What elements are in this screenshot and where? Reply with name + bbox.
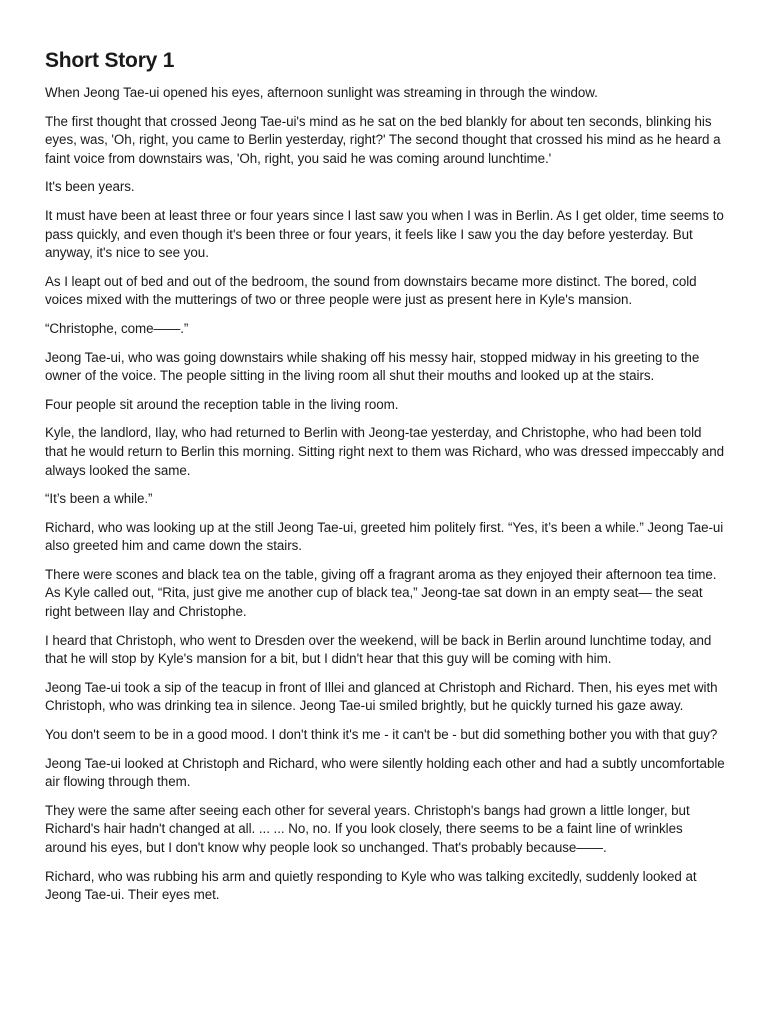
paragraph: “It’s been a while.” [45, 491, 153, 507]
paragraph: It must have been at least three or four years since I last saw you when I was in Berlin. As I get older, time seems to pass quickly, and even though it's been three or four years, it feels like I saw you the day before yesterday. But anyway, it's nice to see you. [45, 207, 724, 261]
paragraph: Jeong Tae-ui looked at Christoph and Richard, who were silently holding each other and had a subtly uncomfortable air flowing through them. [45, 755, 725, 790]
paragraph: I heard that Christoph, who went to Dresden over the weekend, will be back in Berlin around lunchtime today, and that he will stop by Kyle's mansion for a bit, but I didn't hear that this guy will be coming with him. [45, 632, 712, 667]
paragraph: They were the same after seeing each other for several years. Christoph's bangs had grown a little longer, but Richard's hair hadn't changed at all. ... ... No, no. If you look closely, there seems to be a faint line of wrinkles around his eyes, but I don't know why people look so unchanged. That's probably because——. [45, 802, 690, 855]
story-title: Short Story 1 [45, 49, 175, 72]
paragraph: You don't seem to be in a good mood. I don't think it's me - it can't be - but did something bother you with that guy? [45, 727, 718, 743]
paragraph: As I leapt out of bed and out of the bedroom, the sound from downstairs became more distinct. The bored, cold voices mixed with the mutterings of two or three people were just as present here in Kyle's mansion. [45, 273, 697, 308]
paragraph: Kyle, the landlord, Ilay, who had returned to Berlin with Jeong-tae yesterday, and Christophe, who had been told that he would return to Berlin this morning. Sitting right next to them was Richard, who was dressed impeccably and always looked the same. [45, 425, 724, 478]
paragraph: There were scones and black tea on the table, giving off a fragrant aroma as they enjoyed their afternoon tea time. As Kyle called out, “Rita, just give me another cup of black tea,” Jeong-tae sat down in an empty seat— the seat right between Ilay and Christophe. [45, 566, 717, 620]
paragraph: “Christophe, come——.” [45, 320, 189, 336]
paragraph: Jeong Tae-ui, who was going downstairs while shaking off his messy hair, stopped midway in his greeting to the owner of the voice. The people sitting in the living room all shut their mouths and looked up at the stairs. [45, 349, 700, 384]
paragraph: When Jeong Tae-ui opened his eyes, afternoon sunlight was streaming in through the window. [45, 85, 598, 100]
paragraph: It's been years. [45, 179, 135, 195]
paragraph: Richard, who was looking up at the still Jeong Tae-ui, greeted him politely first. “Yes, it’s been a while.” Jeong Tae-ui also greeted him and came down the stairs. [45, 519, 724, 554]
paragraph: The first thought that crossed Jeong Tae-ui's mind as he sat on the bed blankly for about ten seconds, blinking his eyes, was, 'Oh, right, you came to Berlin yesterday, right?' The second thought that crossed his mind as he heard a faint voice from downstairs was, 'Oh, right, you said he was coming around lunchtime.' [45, 113, 721, 166]
paragraph: Jeong Tae-ui took a sip of the teacup in front of Illei and glanced at Christoph and Richard. Then, his eyes met with Christoph, who was drinking tea in silence. Jeong Tae-ui smiled brightly, but he quickly turned his gaze away. [45, 679, 718, 714]
paragraph: Richard, who was rubbing his arm and quietly responding to Kyle who was talking excitedly, suddenly looked at Jeong Tae-ui. Their eyes met. [45, 868, 697, 903]
document-page [45, 47, 725, 915]
paragraph: Four people sit around the reception table in the living room. [45, 396, 399, 412]
